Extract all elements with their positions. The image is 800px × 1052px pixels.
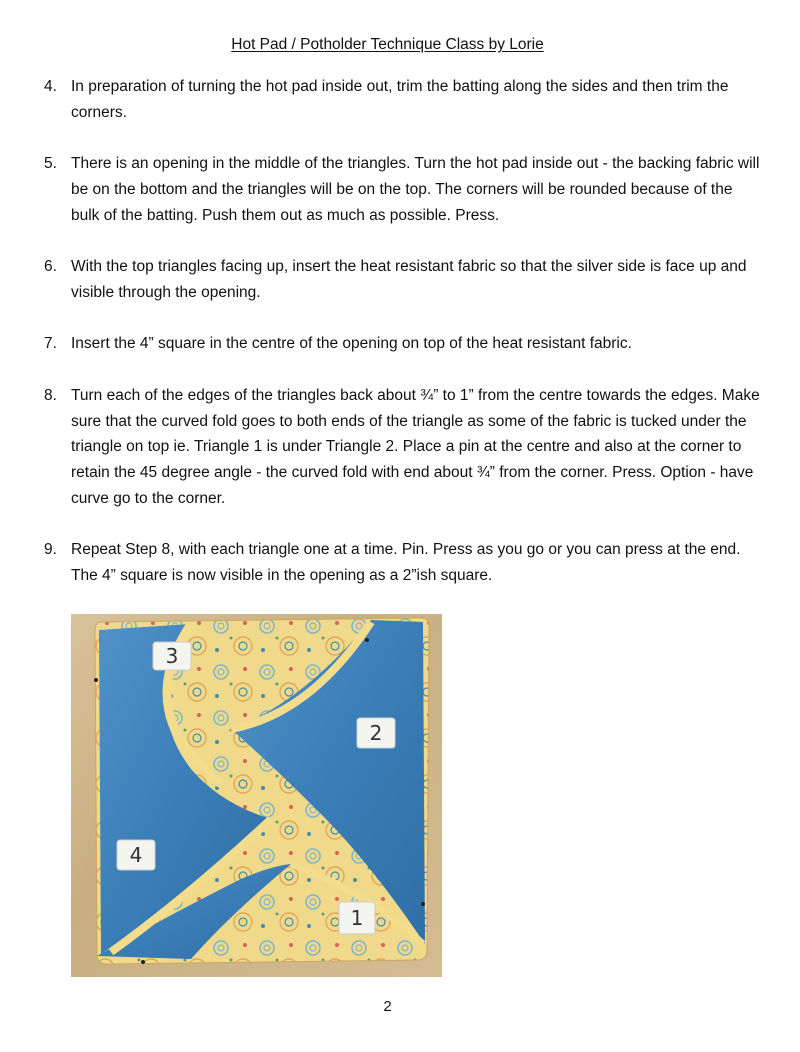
step-text: There is an opening in the middle of the triangles. Turn the hot pad inside out - the backing fabric will be on the bottom and the triangles will be on the top. The corners will be rounded because of the bulk of the batting. Push them out as much as possible. Press. bbox=[71, 155, 760, 224]
pin bbox=[421, 902, 425, 906]
step-text: Insert the 4” square in the centre of the opening on top of the heat resistant fabric. bbox=[71, 335, 632, 353]
step-number: 9. bbox=[44, 541, 57, 559]
step-item bbox=[44, 331, 762, 357]
tag-2-label: 2 bbox=[369, 721, 383, 745]
page-number: 2 bbox=[383, 998, 392, 1015]
pin bbox=[365, 638, 369, 642]
tag-1 bbox=[339, 902, 375, 934]
step-number: 4. bbox=[44, 78, 57, 95]
step-number: 6. bbox=[44, 258, 57, 276]
step-item bbox=[44, 254, 762, 306]
potholder-illustration bbox=[71, 614, 442, 977]
tag-3 bbox=[153, 642, 191, 670]
tag-3-label: 3 bbox=[165, 644, 179, 668]
step-item bbox=[44, 537, 762, 589]
step-number: 8. bbox=[44, 386, 57, 404]
tag-4-label: 4 bbox=[129, 843, 143, 867]
step-text: In preparation of turning the hot pad inside out, trim the batting along the sides and then trim the corners. bbox=[71, 78, 729, 121]
step-number: 7. bbox=[44, 335, 57, 353]
step-item bbox=[44, 383, 762, 512]
tag-4 bbox=[117, 840, 155, 870]
step-text: With the top triangles facing up, insert the heat resistant fabric so that the silver side is face up and visible through the opening. bbox=[71, 258, 747, 301]
page-title: Hot Pad / Potholder Technique Class by Lorie bbox=[231, 36, 544, 53]
potholder-photo bbox=[71, 614, 442, 977]
step-number: 5. bbox=[44, 155, 57, 173]
step-text: Turn each of the edges of the triangles back about ¾” to 1” from the centre towards the edges. Make sure that the curved fold goes to both ends of the triangle as some of the fabric is tucked under the triangle on top ie. Triangle 1 is under Triangle 2. Place a pin at the centre and also at the corner to retain the 45 degree angle - the curved fold with end about ¾” from the corner. Press. Option - have curve go to the corner. bbox=[71, 386, 760, 507]
step-text: Repeat Step 8, with each triangle one at a time. Pin. Press as you go or you can press at the end. The 4” square is now visible in the opening as a 2”ish square. bbox=[71, 541, 741, 585]
step-item bbox=[44, 74, 762, 126]
tag-2 bbox=[357, 718, 395, 748]
pin bbox=[141, 960, 145, 964]
tag-1-label: 1 bbox=[350, 906, 364, 930]
instruction-list bbox=[44, 74, 762, 589]
pin bbox=[94, 678, 98, 682]
step-item bbox=[44, 151, 762, 228]
